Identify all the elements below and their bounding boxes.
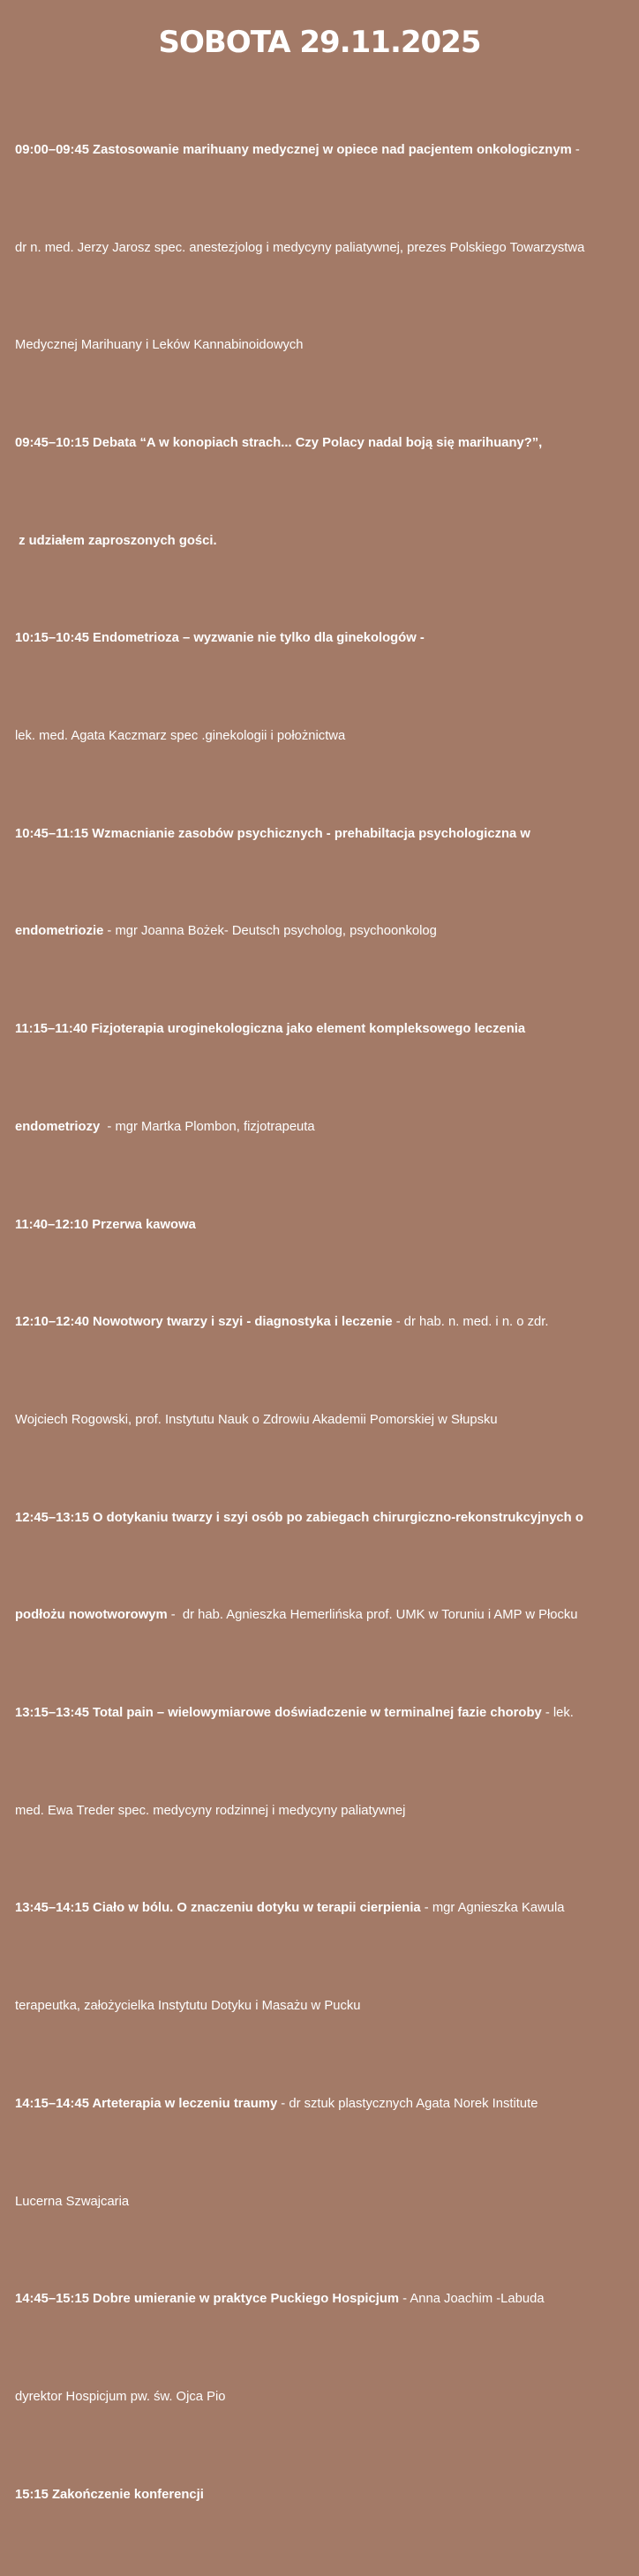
schedule-line <box>15 1697 629 1730</box>
schedule-line <box>15 1795 629 1828</box>
session-title: 09:45–10:15 Debata “A w konopiach strach... Czy Polacy nadal boją się marihuany?”, <box>15 435 543 450</box>
session-details: - mgr Agnieszka Kawula <box>420 1901 565 1916</box>
session-details: med. Ewa Treder spec. medycyny rodzinnej i medycyny paliatywnej <box>15 1803 406 1818</box>
session-title: endometriozy <box>15 1119 101 1134</box>
schedule-line <box>15 622 629 655</box>
session-title: 13:45–14:15 Ciało w bólu. O znaczeniu dotyku w terapii cierpienia <box>15 1901 421 1916</box>
session-details: terapeutka, założycielka Instytutu Dotyku i Masażu w Pucku <box>15 1999 361 2014</box>
schedule-line <box>15 1892 629 1925</box>
session-title: 11:15–11:40 Fizjoterapia uroginekologiczna jako element kompleksowego leczenia <box>15 1022 526 1037</box>
session-title: 15:15 Zakończenie konferencji <box>15 2487 204 2502</box>
session-title: 14:45–15:15 Dobre umieranie w praktyce Puckiego Hospicjum <box>15 2292 400 2307</box>
session-title: 10:15–10:45 Endometrioza – wyzwanie nie tylko dla ginekologów - <box>15 631 425 646</box>
page-title: SOBOTA 29.11.2025 <box>158 25 481 60</box>
session-details: - mgr Joanna Bożek- Deutsch psycholog, psychoonkolog <box>103 924 437 939</box>
session-details: dyrektor Hospicjum pw. św. Ojca Pio <box>15 2389 226 2404</box>
session-details: dr n. med. Jerzy Jarosz spec. anestezjolog i medycyny paliatywnej, prezes Polskiego Towarzystwa <box>15 240 585 255</box>
schedule-line <box>15 134 629 167</box>
schedule-line <box>15 2283 629 2316</box>
schedule-line <box>15 2479 629 2512</box>
session-title: endometriozie <box>15 924 104 939</box>
session-title: 13:15–13:45 Total pain – wielowymiarowe doświadczenie w terminalnej fazie choroby <box>15 1706 542 1721</box>
session-details: - dr sztuk plastycznych Agata Norek Institute <box>277 2096 538 2111</box>
schedule-line <box>15 818 629 851</box>
schedule-line <box>15 1599 629 1632</box>
session-details: Lucerna Szwajcaria <box>15 2194 130 2209</box>
session-title: 09:00–09:45 Zastosowanie marihuany medycznej w opiece nad pacjentem onkologicznym <box>15 142 572 157</box>
schedule-line <box>15 2088 629 2121</box>
schedule-line <box>15 915 629 948</box>
session-title: 14:15–14:45 Arteterapia w leczeniu traumy <box>15 2096 278 2111</box>
session-details: Medycznej Marihuany i Leków Kannabinoidowych <box>15 338 304 353</box>
schedule-line <box>15 1502 629 1535</box>
schedule-line <box>15 1111 629 1144</box>
schedule-line <box>15 1990 629 2023</box>
session-title: 10:45–11:15 Wzmacnianie zasobów psychicznych - prehabiltacja psychologiczna w <box>15 826 530 841</box>
schedule-line <box>15 1306 629 1339</box>
session-title: 12:45–13:15 O dotykaniu twarzy i szyi osób po zabiegach chirurgiczno-rekonstrukcyjnych o <box>15 1510 583 1525</box>
session-details: - mgr Martka Plombon, fizjotrapeuta <box>100 1119 315 1134</box>
session-details: - Anna Joachim -Labuda <box>399 2292 545 2307</box>
schedule-line <box>15 1013 629 1046</box>
session-title: z udziałem zaproszonych gości. <box>15 533 217 548</box>
session-title: 12:10–12:40 Nowotwory twarzy i szyi - diagnostyka i leczenie <box>15 1315 393 1330</box>
session-details: - lek. <box>541 1706 574 1721</box>
schedule <box>15 69 629 2576</box>
schedule-line <box>15 2186 629 2219</box>
schedule-line <box>15 329 629 362</box>
schedule-line <box>15 2381 629 2414</box>
schedule-line <box>15 1209 629 1242</box>
schedule-line <box>15 720 629 753</box>
schedule-line <box>15 232 629 265</box>
schedule-line <box>15 427 629 460</box>
session-details: Wojciech Rogowski, prof. Instytutu Nauk o Zdrowiu Akademii Pomorskiej w Słupsku <box>15 1412 498 1427</box>
session-details: - <box>571 142 580 157</box>
session-details: - dr hab. Agnieszka Hemerlińska prof. UMK w Toruniu i AMP w Płocku <box>167 1608 578 1623</box>
session-details: - dr hab. n. med. i n. o zdr. <box>392 1315 549 1330</box>
session-title: 11:40–12:10 Przerwa kawowa <box>15 1217 196 1232</box>
schedule-line <box>15 1404 629 1437</box>
schedule-line <box>15 525 629 558</box>
session-title: podłożu nowotworowym <box>15 1608 168 1623</box>
session-details: lek. med. Agata Kaczmarz spec .ginekologii i położnictwa <box>15 729 346 744</box>
